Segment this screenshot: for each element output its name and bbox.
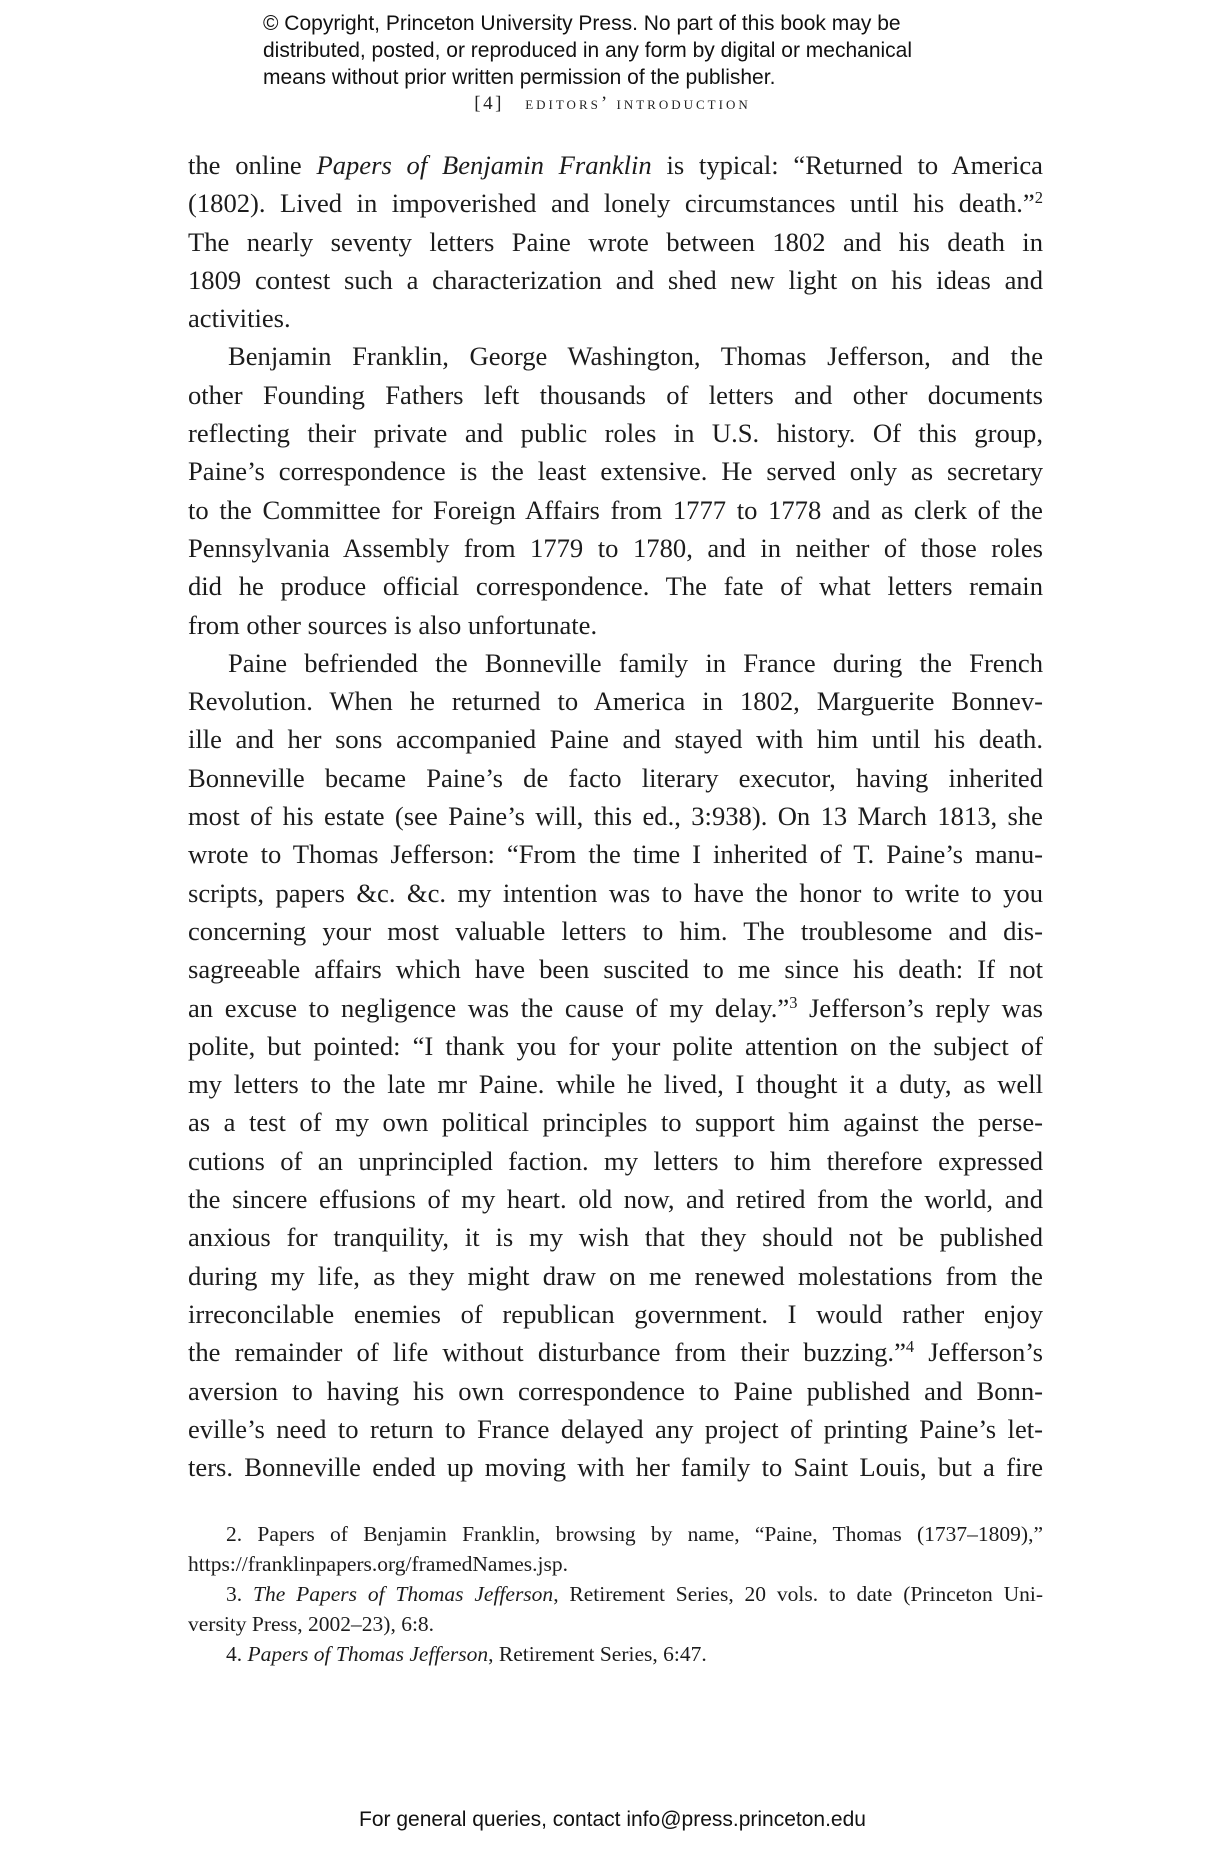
text-line: from other sources is also unfortunate. bbox=[188, 609, 598, 640]
text-line: an excuse to negligence was the cause of my delay.”$^3$ Jefferson’s reply was bbox=[188, 992, 1043, 1023]
text-line: during my life, as they might draw on me renewed molestations from the bbox=[188, 1260, 1043, 1291]
running-head-title: editors’ introduction bbox=[525, 93, 751, 114]
text-line: Paine’s correspondence is the least extensive. He served only as secretary bbox=[188, 456, 1043, 487]
footnote-line: 2. Papers of Benjamin Franklin, browsing by name, “Paine, Thomas (1737–1809),” bbox=[226, 1522, 1043, 1546]
text-line: scripts, papers &c. &c. my intention was to have the honor to write to you bbox=[188, 877, 1043, 908]
footnote-ref-2: 2 bbox=[1034, 188, 1043, 208]
copyright-line: means without prior written permission of the publisher. bbox=[263, 66, 776, 89]
text-line: reflecting their private and public roles in U.S. history. Of this group, bbox=[188, 418, 1043, 449]
text-line: activities. bbox=[188, 303, 291, 334]
text-line: 1809 contest such a characterization and shed new light on his ideas and bbox=[188, 264, 1043, 295]
text-line: eville’s need to return to France delayed any project of printing Paine’s let- bbox=[188, 1413, 1043, 1444]
footnote-2 bbox=[188, 1519, 1043, 1579]
text-line: concerning your most valuable letters to him. The troublesome and dis- bbox=[188, 915, 1043, 946]
footnote-ref-3: 3 bbox=[789, 992, 798, 1012]
text-line: my letters to the late mr Paine. while he lived, I thought it a duty, as well bbox=[188, 1069, 1043, 1100]
text-line: anxious for tranquility, it is my wish that they should not be published bbox=[188, 1222, 1043, 1253]
text-line: the remainder of life without disturbance from their buzzing.”$^4$ Jefferson’s bbox=[188, 1337, 1044, 1368]
paragraph-3 bbox=[188, 644, 1043, 1487]
text-line: sagreeable affairs which have been suscited to me since his death: If not bbox=[188, 954, 1043, 985]
footnotes bbox=[188, 1519, 1043, 1669]
text-line: Pennsylvania Assembly from 1779 to 1780, and in neither of those roles bbox=[188, 532, 1043, 563]
text-line: most of his estate (see Paine’s will, this ed., 3:938). On 13 March 1813, she bbox=[188, 801, 1043, 832]
footnote-line: 4. Papers of Thomas Jefferson, Retirement Series, 6:47. bbox=[226, 1642, 707, 1666]
footnote-line: 3. The Papers of Thomas Jefferson, Retirement Series, 20 vols. to date (Princeton Uni- bbox=[226, 1582, 1044, 1606]
text-line: to the Committee for Foreign Affairs from 1777 to 1778 and as clerk of the bbox=[188, 494, 1043, 525]
book-title: The Papers of Thomas Jefferson bbox=[252, 1582, 554, 1606]
footnote-4 bbox=[188, 1639, 1043, 1669]
text-line: Benjamin Franklin, George Washington, Thomas Jefferson, and the bbox=[228, 341, 1043, 372]
footnote-3 bbox=[188, 1579, 1043, 1639]
footnote-line: versity Press, 2002–23), 6:8. bbox=[188, 1612, 435, 1636]
text-line: the sincere effusions of my heart. old now, and retired from the world, and bbox=[188, 1184, 1043, 1215]
text-line: ters. Bonneville ended up moving with her family to Saint Louis, but a fire bbox=[188, 1452, 1043, 1483]
text-line: aversion to having his own correspondence to Paine published and Bonn- bbox=[188, 1375, 1043, 1406]
text-line: (1802). Lived in impoverished and lonely circumstances until his death.”$^2$ bbox=[188, 188, 1043, 219]
text-line: ille and her sons accompanied Paine and stayed with him until his death. bbox=[188, 724, 1043, 755]
copyright-line: distributed, posted, or reproduced in any form by digital or mechanical bbox=[263, 39, 913, 62]
text-line: polite, but pointed: “I thank you for your polite attention on the subject of bbox=[188, 1030, 1043, 1061]
contact-footer: For general queries, contact info@press.princeton.edu bbox=[359, 1808, 866, 1831]
paragraph-2 bbox=[188, 337, 1043, 643]
text-line: The nearly seventy letters Paine wrote between 1802 and his death in bbox=[188, 226, 1043, 257]
text-line: the online Papers of Benjamin Franklin is typical: “Returned to America bbox=[188, 150, 1043, 180]
copyright-line: © Copyright, Princeton University Press. No part of this book may be bbox=[263, 12, 901, 35]
text-line: wrote to Thomas Jefferson: “From the time I inherited of T. Paine’s manu- bbox=[188, 839, 1043, 870]
text-line: other Founding Fathers left thousands of letters and other documents bbox=[188, 379, 1043, 410]
page-number: [4] bbox=[474, 93, 504, 114]
body-text bbox=[188, 146, 1043, 1486]
footnote-link: https://franklinpapers.org/framedNames.jsp. bbox=[188, 1552, 568, 1576]
text-line: Revolution. When he returned to America in 1802, Marguerite Bonnev- bbox=[188, 686, 1043, 717]
text-line: cutions of an unprincipled faction. my letters to him therefore expressed bbox=[188, 1145, 1043, 1176]
copyright-notice bbox=[263, 10, 983, 91]
text-line: irreconcilable enemies of republican government. I would rather enjoy bbox=[188, 1298, 1043, 1329]
text-line: Paine befriended the Bonneville family in France during the French bbox=[228, 647, 1043, 678]
text-line: Bonneville became Paine’s de facto literary executor, having inherited bbox=[188, 762, 1043, 793]
book-title: Papers of Thomas Jefferson bbox=[247, 1642, 489, 1666]
footnote-ref-4: 4 bbox=[905, 1337, 915, 1357]
book-title: Papers of Benjamin Franklin bbox=[316, 150, 652, 180]
running-head bbox=[0, 93, 1225, 115]
text-line: as a test of my own political principles to support him against the perse- bbox=[188, 1107, 1043, 1138]
text-line: did he produce official correspondence. The fate of what letters remain bbox=[188, 571, 1043, 602]
paragraph-1 bbox=[188, 146, 1043, 337]
